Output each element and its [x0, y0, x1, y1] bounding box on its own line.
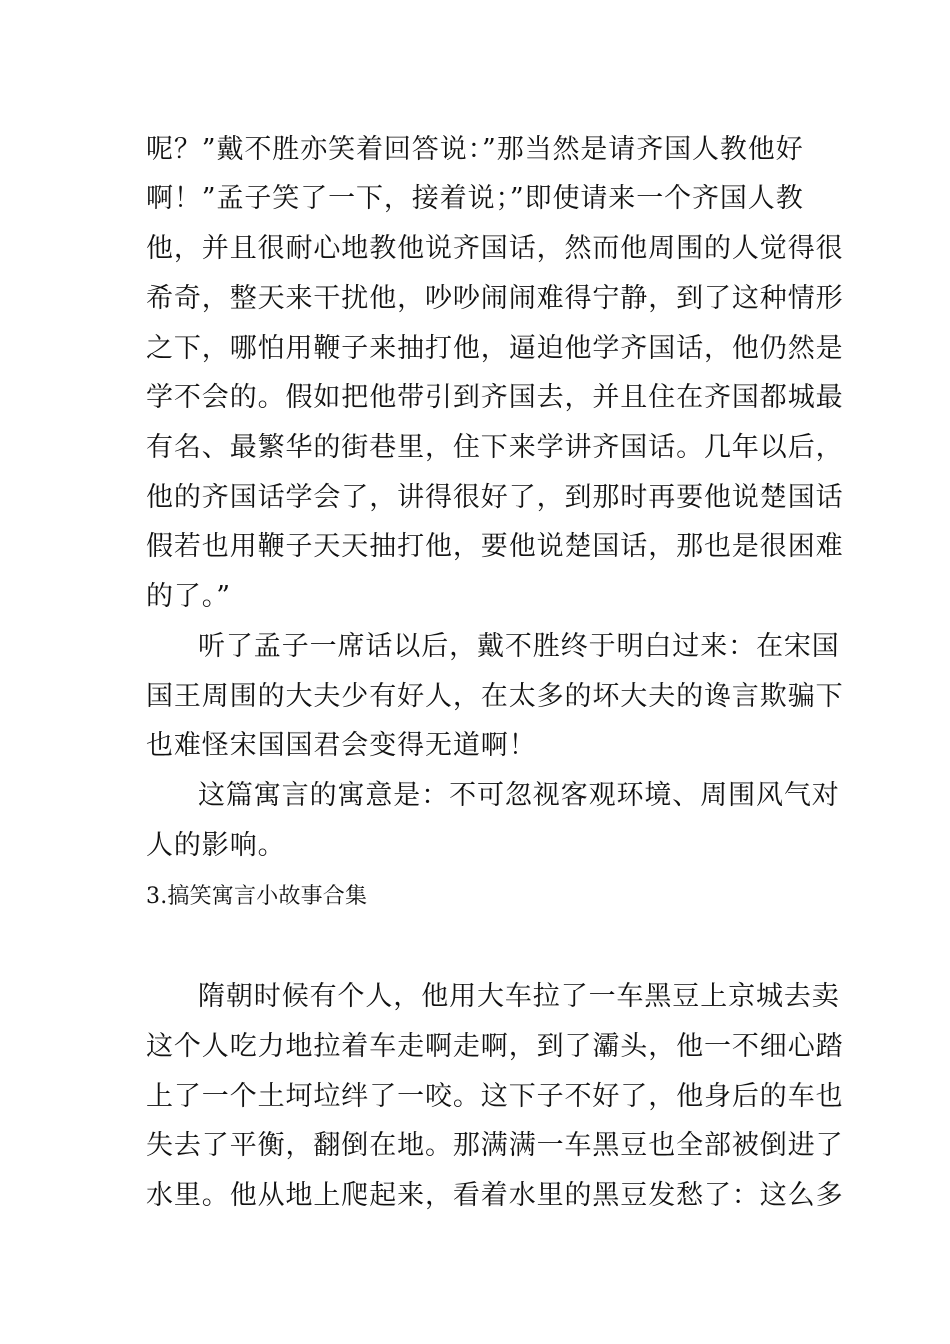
text-line: 希奇，整天来干扰他，吵吵闹闹难得宁静，到了这种情形	[146, 283, 844, 314]
text-line: 听了孟子一席话以后，戴不胜终于明白过来：在宋国	[198, 631, 840, 662]
text-line: 也难怪宋国国君会变得无道啊！	[146, 730, 537, 761]
text-line: 他，并且很耐心地教他说齐国话，然而他周围的人觉得很	[146, 233, 844, 264]
text-line: 失去了平衡，翻倒在地。那满满一车黑豆也全部被倒进了	[146, 1130, 844, 1161]
section-heading: 3.搞笑寓言小故事合集	[146, 884, 368, 909]
text-line: 学不会的。假如把他带引到齐国去，并且住在齐国都城最	[146, 382, 844, 413]
text-line: 假若也用鞭子天天抽打他，要他说楚国话，那也是很困难	[146, 531, 844, 562]
text-line: 啊！”孟子笑了一下，接着说；”即使请来一个齐国人教	[146, 183, 804, 214]
text-line: 隋朝时候有个人，他用大车拉了一车黑豆上京城去卖	[198, 981, 840, 1012]
text-line: 水里。他从地上爬起来，看着水里的黑豆发愁了：这么多	[146, 1180, 844, 1211]
text-line: 有名、最繁华的街巷里，住下来学讲齐国话。几年以后，	[146, 432, 844, 463]
text-line: 人的影响。	[146, 830, 286, 861]
text-line: 他的齐国话学会了，讲得很好了，到那时再要他说楚国话	[146, 482, 844, 513]
text-line: 上了一个土坷垃绊了一咬。这下子不好了，他身后的车也	[146, 1081, 844, 1112]
text-line: 的了。”	[146, 581, 231, 612]
text-line: 之下，哪怕用鞭子来抽打他，逼迫他学齐国话，他仍然是	[146, 333, 844, 364]
text-line: 呢？”戴不胜亦笑着回答说：”那当然是请齐国人教他好	[146, 134, 804, 165]
text-line: 这篇寓言的寓意是：不可忽视客观环境、周围风气对	[198, 780, 840, 811]
text-line: 这个人吃力地拉着车走啊走啊，到了灞头，他一不细心踏	[146, 1031, 844, 1062]
text-line: 国王周围的大夫少有好人，在太多的坏大夫的谗言欺骗下	[146, 681, 844, 712]
